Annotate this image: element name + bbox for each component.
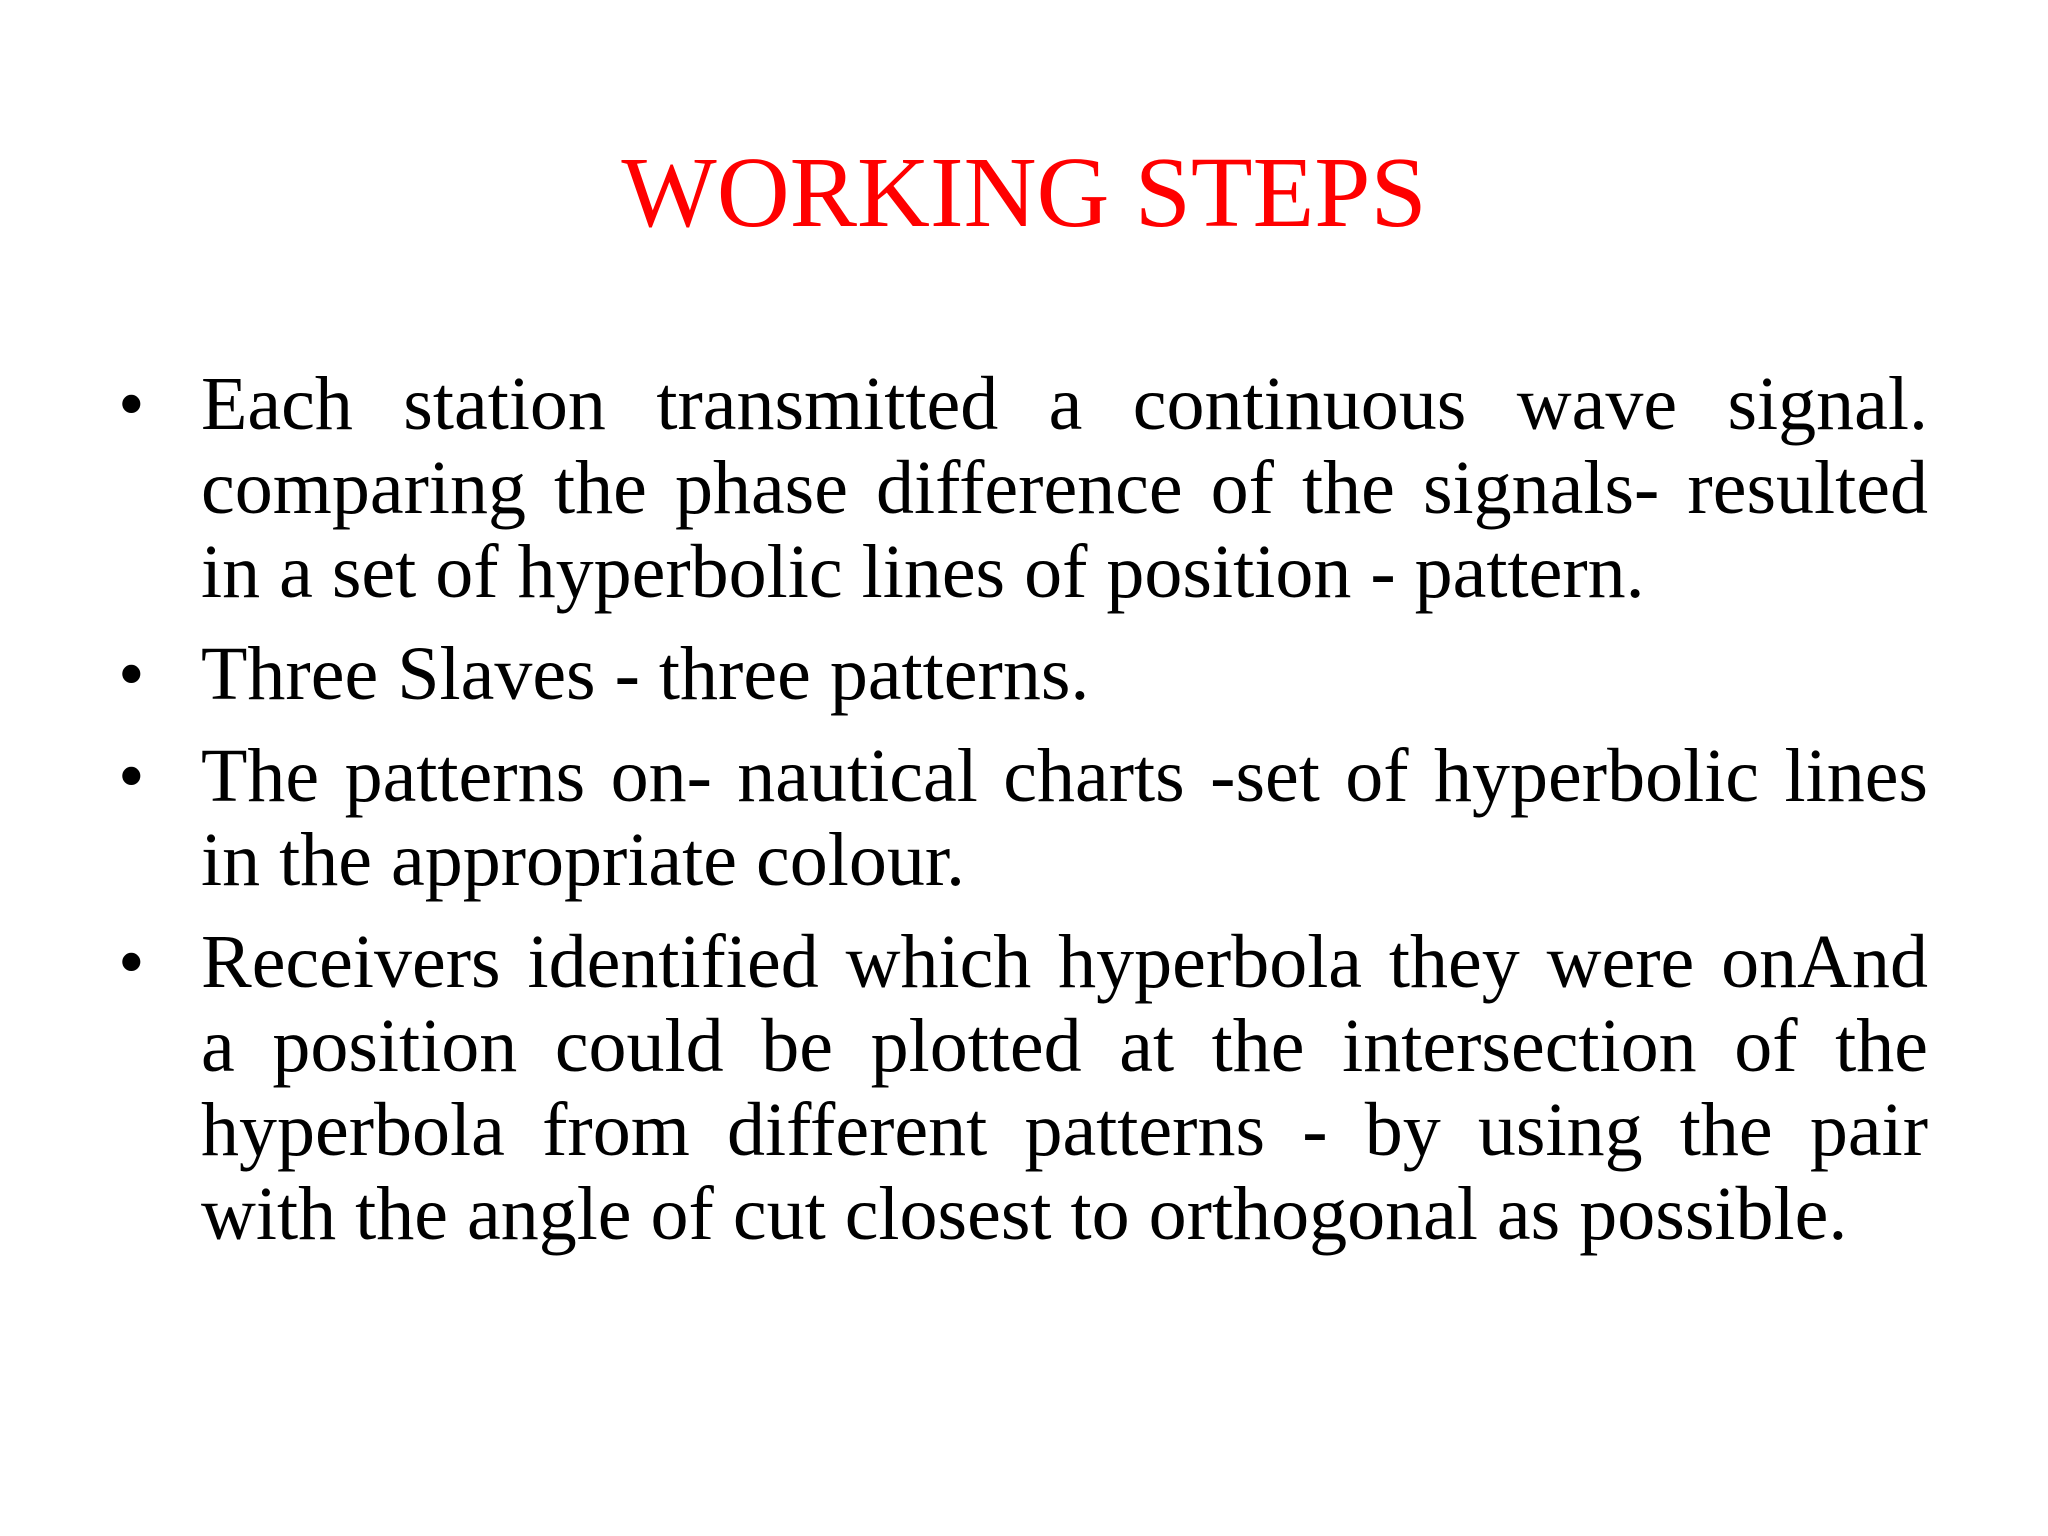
bullet-icon: • [118,734,145,818]
bullet-item [118,920,1928,1256]
bullet-item [118,632,1928,716]
bullet-text: Three Slaves - three patterns. [201,632,1090,716]
bullet-icon: • [118,362,145,446]
bullet-item [118,734,1928,902]
bullet-icon: • [118,920,145,1004]
slide-title: WORKING STEPS [621,136,1427,248]
bullet-text: Receivers identified which hyperbola they were onAnd a position could be plotted at the intersection of the hyperbola from different patterns - by using the pair with the angle of cut closest to orthogonal as possible. [201,920,1928,1256]
bullet-list [118,362,1928,1274]
bullet-item [118,362,1928,614]
bullet-icon: • [118,632,145,716]
bullet-text: Each station transmitted a continuous wave signal. comparing the phase difference of the signals- resulted in a set of hyperbolic lines of position - pattern. [201,362,1928,614]
bullet-text: The patterns on- nautical charts -set of hyperbolic lines in the appropriate colour. [201,734,1928,902]
